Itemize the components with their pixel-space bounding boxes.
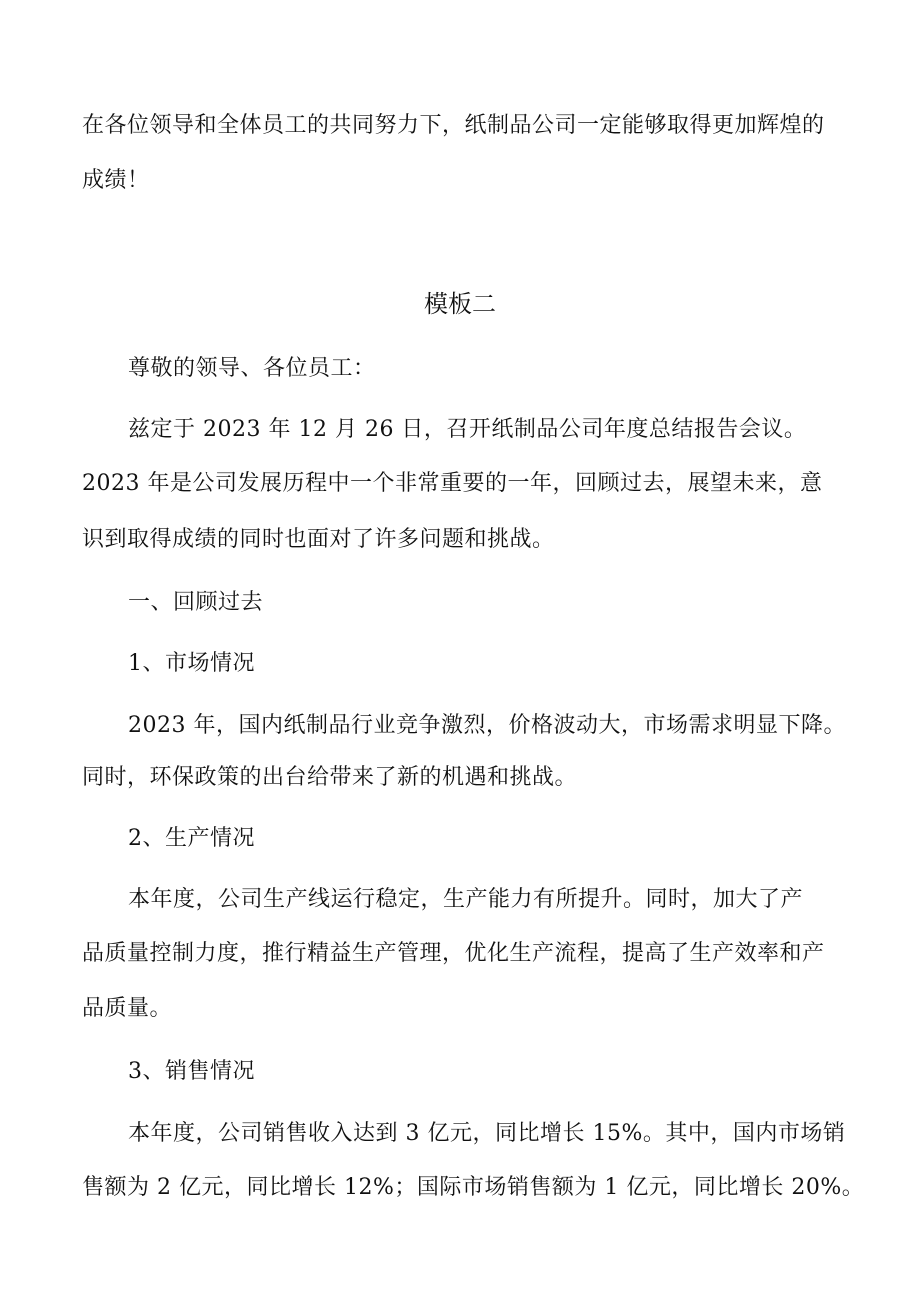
- intro-line-2: 2023 年是公司发展历程中一个非常重要的一年，回顾过去，展望未来，意: [82, 471, 823, 496]
- market-line-1: 2023 年，国内纸制品行业竞争激烈，价格波动大，市场需求明显下降。: [128, 713, 846, 738]
- sales-line-1: 本年度，公司销售收入达到 3 亿元，同比增长 15%。其中，国内市场销: [128, 1121, 846, 1146]
- section-heading-review: 一、回顾过去: [128, 590, 264, 615]
- section-title: 模板二: [424, 290, 496, 318]
- production-heading: 2、生产情况: [128, 826, 255, 851]
- production-line-1: 本年度，公司生产线运行稳定，生产能力有所提升。同时，加大了产: [128, 887, 804, 912]
- market-heading: 1、市场情况: [128, 651, 255, 676]
- salutation: 尊敬的领导、各位员工：: [128, 356, 376, 381]
- production-line-2: 品质量控制力度，推行精益生产管理，优化生产流程，提高了生产效率和产: [82, 941, 825, 966]
- sales-heading: 3、销售情况: [128, 1059, 255, 1084]
- production-line-3: 品质量。: [82, 996, 173, 1021]
- intro-line-1: 兹定于 2023 年 12 月 26 日，召开纸制品公司年度总结报告会议。: [128, 417, 807, 442]
- intro-line-3: 识到取得成绩的同时也面对了许多问题和挑战。: [82, 527, 555, 552]
- market-line-2: 同时，环保政策的出台给带来了新的机遇和挑战。: [82, 765, 578, 790]
- sales-line-2: 售额为 2 亿元，同比增长 12%；国际市场销售额为 1 亿元，同比增长 20%。: [82, 1175, 865, 1200]
- closing-line-1: 在各位领导和全体员工的共同努力下，纸制品公司一定能够取得更加辉煌的: [82, 113, 825, 138]
- closing-line-2: 成绩！: [82, 168, 150, 193]
